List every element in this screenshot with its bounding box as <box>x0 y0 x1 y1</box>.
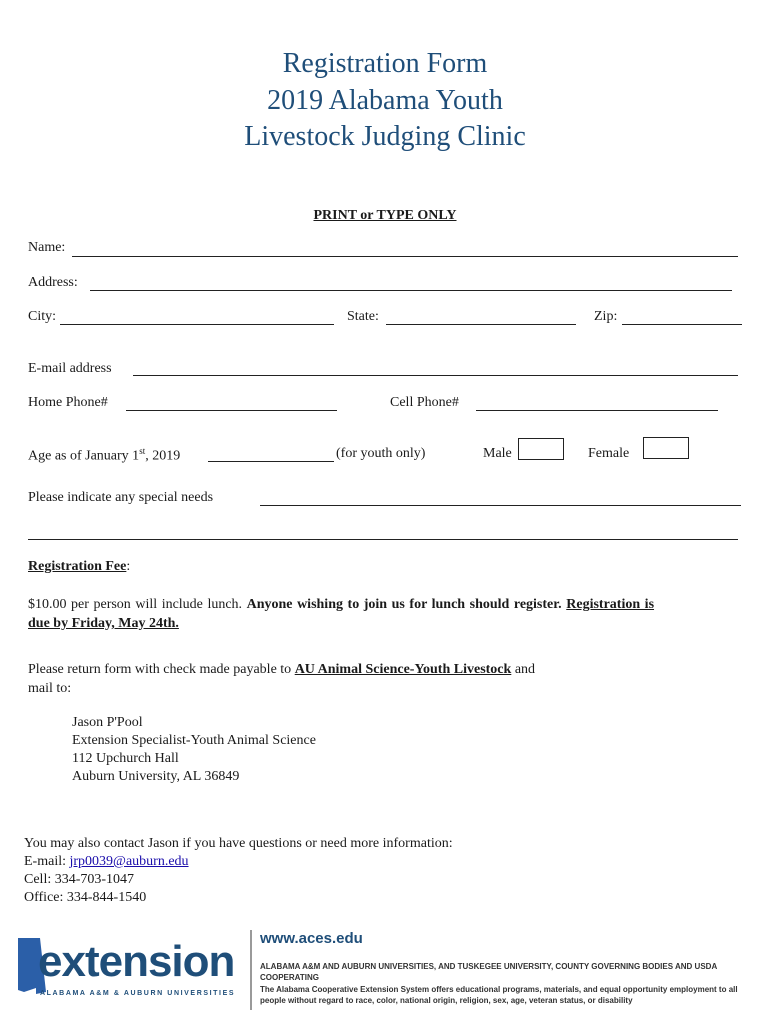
footer-url[interactable]: www.aces.edu <box>260 930 363 947</box>
contact-cell: Cell: 334-703-1047 <box>24 872 135 887</box>
special-needs-label: Please indicate any special needs <box>28 490 214 505</box>
state-label: State: <box>347 309 379 324</box>
home-phone-label: Home Phone# <box>28 395 108 410</box>
name-field[interactable] <box>72 256 738 257</box>
female-label: Female <box>588 446 630 461</box>
male-label: Male <box>483 446 512 461</box>
cell-phone-label: Cell Phone# <box>390 395 459 410</box>
address-line-4: Auburn University, AL 36849 <box>72 769 240 784</box>
contact-office: Office: 334-844-1540 <box>24 890 147 905</box>
return-text: Please return form with check made payable to AU Animal Science-Youth Livestock and mail to: <box>28 662 536 696</box>
footer-equal-opportunity: The Alabama Cooperative Extension System offers educational programs, materials, and equal opportunity employment to all people without regard to race, color, national origin, religion, sex, age, veteran status, or disability <box>260 985 738 1005</box>
name-label: Name: <box>28 240 66 255</box>
address-field[interactable] <box>90 290 732 291</box>
special-needs-field-2[interactable] <box>28 539 738 540</box>
youth-only-note: (for youth only) <box>336 446 426 461</box>
extension-logo <box>14 934 246 1006</box>
address-label: Address: <box>28 275 78 290</box>
age-label: Age as of January 1st, 2019 <box>28 446 181 464</box>
title-line-3: Livestock Judging Clinic <box>244 121 526 152</box>
male-checkbox[interactable] <box>518 438 564 460</box>
footer-divider <box>250 930 252 1010</box>
address-line-1: Jason P'Pool <box>72 715 143 730</box>
contact-email-row: E-mail: jrp0039@auburn.edu <box>24 854 189 869</box>
zip-label: Zip: <box>594 309 618 324</box>
zip-field[interactable] <box>622 324 742 325</box>
contact-block <box>24 835 453 907</box>
email-label: E-mail address <box>28 361 112 376</box>
fee-heading: Registration Fee: <box>28 559 131 574</box>
address-line-3: 112 Upchurch Hall <box>72 751 179 766</box>
contact-intro: You may also contact Jason if you have questions or need more information: <box>24 836 453 851</box>
cell-phone-field[interactable] <box>476 410 718 411</box>
footer-cooperating: ALABAMA A&M AND AUBURN UNIVERSITIES, AND TUSKEGEE UNIVERSITY, COUNTY GOVERNING BODIES AND USDA COOPERATING <box>260 962 717 982</box>
city-label: City: <box>28 309 57 324</box>
title-line-2: 2019 Alabama Youth <box>267 85 503 116</box>
logo-wordmark: extension <box>38 937 235 986</box>
special-needs-field[interactable] <box>260 505 741 506</box>
mailing-address <box>72 714 316 786</box>
contact-email-link[interactable]: jrp0039@auburn.edu <box>69 854 189 869</box>
address-line-2: Extension Specialist-Youth Animal Science <box>72 733 316 748</box>
email-field[interactable] <box>133 375 738 376</box>
female-checkbox[interactable] <box>643 437 689 459</box>
state-field[interactable] <box>386 324 576 325</box>
age-field[interactable] <box>208 461 334 462</box>
title-line-1: Registration Form <box>282 48 488 79</box>
fee-text: $10.00 per person will include lunch. Anyone wishing to join us for lunch should register. Registration is due by Friday, May 24th. <box>28 597 655 631</box>
print-instruction: PRINT or TYPE ONLY <box>313 208 457 223</box>
logo-subtitle: ALABAMA A&M & AUBURN UNIVERSITIES <box>40 990 236 997</box>
city-field[interactable] <box>60 324 334 325</box>
home-phone-field[interactable] <box>126 410 337 411</box>
